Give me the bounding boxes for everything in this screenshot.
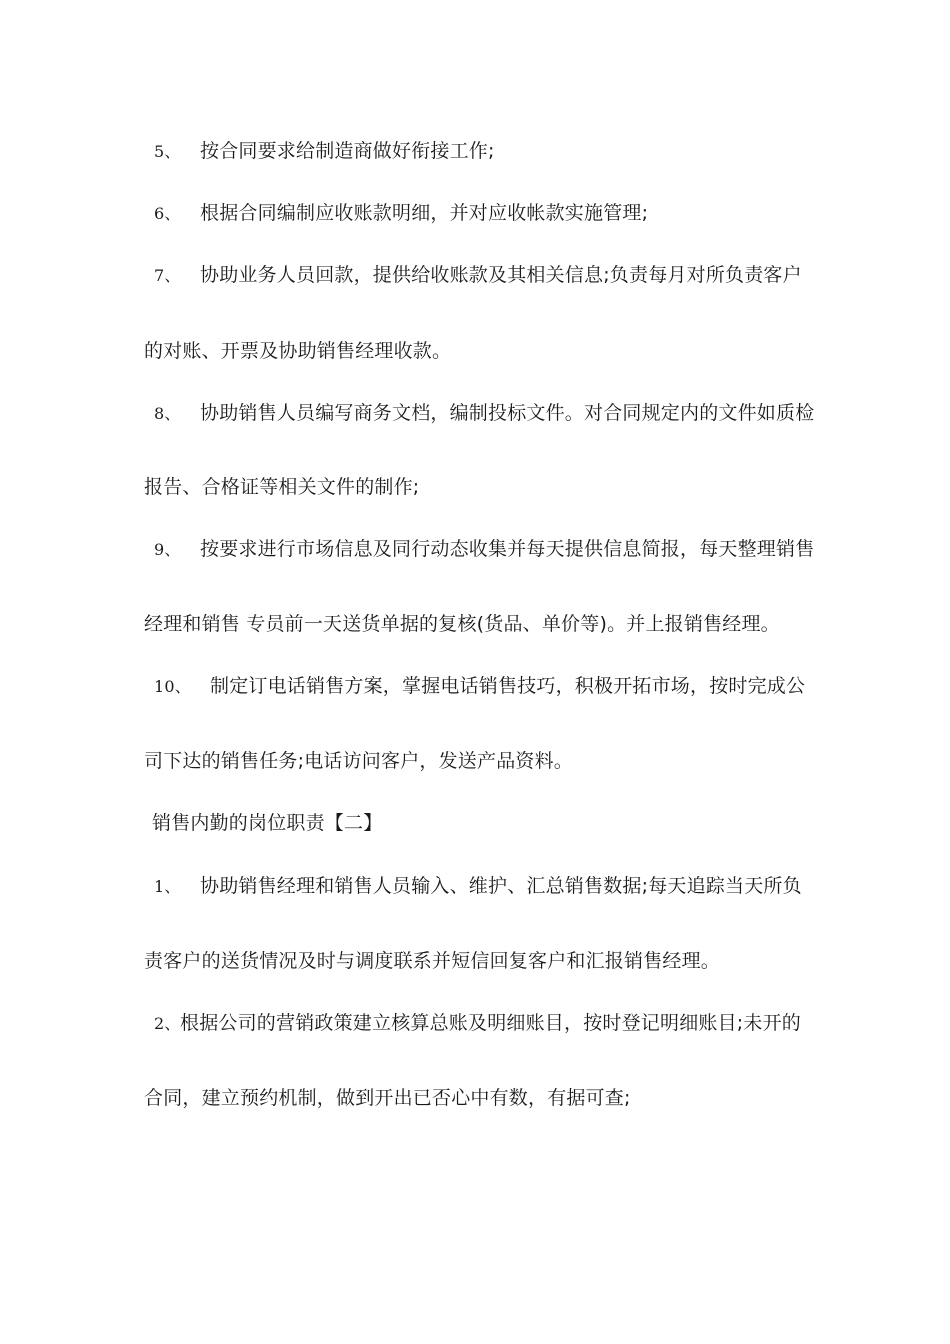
item-number: 1、 [154, 877, 181, 896]
section-heading [144, 810, 832, 836]
item-text: 报告、合格证等相关文件的制作; [144, 476, 420, 498]
list-item-8-continuation [144, 474, 824, 500]
item-number: 2、 [154, 1014, 181, 1033]
list-item-8 [144, 400, 834, 427]
item-text: 制定订电话销售方案，掌握电话销售技巧，积极开拓市场，按时完成公 [210, 675, 806, 697]
list-item-10 [144, 673, 834, 700]
item-text: 根据公司的营销政策建立核算总账及明细账目，按时登记明细账目;未开的 [180, 1012, 802, 1034]
item-text: 合同，建立预约机制，做到开出已否心中有数，有据可查; [144, 1087, 631, 1109]
item-text: 按要求进行市场信息及同行动态收集并每天提供信息简报，每天整理销售 [200, 538, 815, 560]
list-item-6 [144, 200, 834, 227]
item-text: 责客户的送货情况及时与调度联系并短信回复客户和汇报销售经理。 [144, 950, 721, 972]
item-text: 司下达的销售任务;电话访问客户，发送产品资料。 [144, 750, 574, 772]
list-item-1-continuation [144, 948, 824, 974]
heading-text: 销售内勤的岗位职责【二】 [152, 812, 383, 834]
item-text: 协助销售人员编写商务文档，编制投标文件。对合同规定内的文件如质检 [200, 402, 815, 424]
list-item-1 [144, 873, 834, 900]
item-number: 7、 [154, 266, 181, 285]
item-number: 10、 [154, 677, 191, 696]
list-item-10-continuation [144, 748, 824, 774]
item-text: 的对账、开票及协助销售经理收款。 [144, 340, 452, 362]
item-number: 5、 [154, 142, 181, 161]
list-item-2 [144, 1010, 834, 1037]
list-item-5 [144, 138, 834, 165]
list-item-9-continuation [144, 611, 824, 637]
item-text: 按合同要求给制造商做好衔接工作; [200, 140, 495, 162]
list-item-7 [144, 262, 834, 289]
item-text: 协助销售经理和销售人员输入、维护、汇总销售数据;每天追踪当天所负 [200, 875, 802, 897]
item-number: 6、 [154, 204, 181, 223]
item-number: 8、 [154, 404, 181, 423]
list-item-2-continuation [144, 1085, 824, 1111]
item-text: 协助业务人员回款，提供给收账款及其相关信息;负责每月对所负责客户 [200, 264, 802, 286]
item-text: 根据合同编制应收账款明细，并对应收帐款实施管理; [200, 202, 649, 224]
item-text: 经理和销售 专员前一天送货单据的复核(货品、单价等)。并上报销售经理。 [144, 613, 780, 635]
item-number: 9、 [154, 540, 181, 559]
list-item-7-continuation [144, 338, 824, 364]
list-item-9 [144, 536, 834, 563]
